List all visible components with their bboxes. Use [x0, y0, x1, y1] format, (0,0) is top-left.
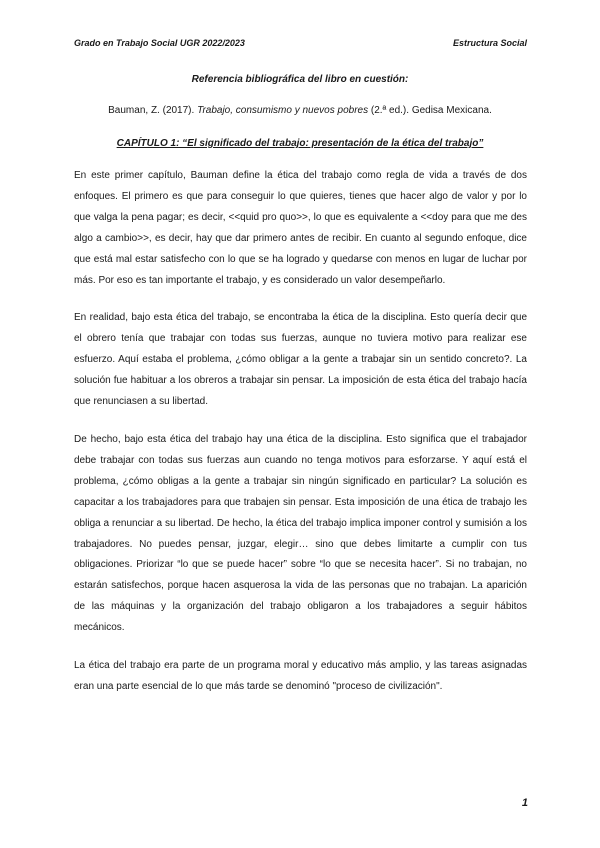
body-text [74, 166, 527, 715]
header-subject: Estructura Social [452, 38, 527, 48]
chapter-title: CAPÍTULO 1: “El significado del trabajo: presentación de la ética del trabajo” [116, 138, 484, 149]
paragraph: La ética del trabajo era parte de un programa moral y educativo más amplio, y las tareas asignadas eran una parte esencial de lo que más tarde se denominó "proceso de civilización". [74, 660, 527, 692]
citation-edition: (2.ª ed.). Gedisa Mexicana. [370, 105, 492, 116]
paragraph: En realidad, bajo esta ética del trabajo, se encontraba la ética de la disciplina. Esto quería decir que el obrero tenía que trabajar con todas sus fuerzas, aunque no tuviera motivo para realizar ese esfuerzo. Aquí estaba el problema, ¿cómo obligar a la gente a trabajar sin un sentido concreto?. La solución fue habituar a los obreros a trabajar sin pensar. La imposición de esta ética del trabajo hacía que renunciasen a su libertad. [74, 312, 527, 408]
citation [0, 105, 600, 116]
citation-authors: Bauman, Z. (2017). [108, 105, 195, 116]
citation-book-title: Trabajo, consumismo y nuevos pobres [197, 105, 369, 116]
page-header [74, 38, 527, 48]
paragraph: En este primer capítulo, Bauman define la ética del trabajo como regla de vida a través de dos enfoques. El primero es que para conseguir lo que quieres, tienes que hacer algo de valor y por lo que valga la pena pagar; es decir, <<quid pro quo>>, lo que es equivalente a <<doy para que me des algo a cambio>>, es decir, hay que dar primero antes de recibir. En cuanto al segundo enfoque, dice que está mal estar satisfecho con lo que se ha logrado y quedarse con menos en lugar de luchar por más. Por eso es tan importante el trabajo, y es considerado un valor desempeñarlo. [74, 170, 527, 286]
paragraph: De hecho, bajo esta ética del trabajo hay una ética de la disciplina. Esto significa que el trabajador debe trabajar con todas sus fuerzas aun cuando no tenga motivos para esforzarse. Y aquí está el problema, ¿cómo obligas a la gente a trabajar sin ningún significado en particular? La solución es capacitar a los trabajadores para que trabajen sin pensar. Esta imposición de una ética de trabajo les obliga a renunciar a su libertad. De hecho, la ética del trabajo implica imponer control y sumisión a los trabajadores. No puedes pensar, juzgar, elegir… sino que debes limitarte a cumplir con tus obligaciones. Priorizar “lo que se puede hacer” sobre “lo que se necesita hacer”. Si no trabajan, no estarán satisfechos, porque hacen asquerosa la vida de las personas que no trabajan. La aparición de las máquinas y la organización del trabajo obligaron a los trabajadores a seguir hábitos mecánicos. [74, 433, 527, 634]
page-number: 1 [521, 797, 528, 809]
header-course: Grado en Trabajo Social UGR 2022/2023 [74, 38, 245, 48]
reference-title: Referencia bibliográfica del libro en cuestión: [191, 74, 409, 85]
